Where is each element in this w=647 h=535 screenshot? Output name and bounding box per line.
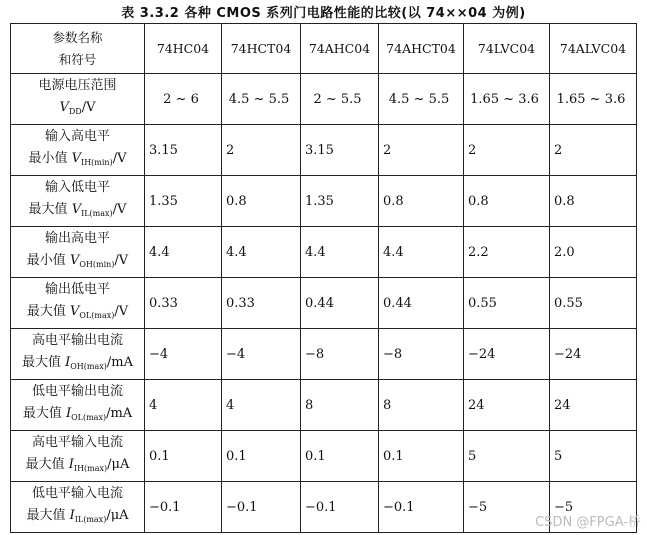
param-name: 电源电压范围 [38, 78, 117, 93]
table-row [11, 278, 637, 329]
value-cell: 4.4 [379, 227, 464, 278]
param-prefix: 最大值 [22, 406, 66, 421]
param-subscript: IL(max) [74, 515, 107, 524]
value-cell: 8 [301, 380, 379, 431]
param-subscript: OL(max) [71, 413, 107, 422]
param-prefix: 最小值 [26, 253, 70, 268]
value-cell: 0.8 [379, 176, 464, 227]
value-cell: −4 [222, 329, 301, 380]
value-cell: −0.1 [379, 482, 464, 533]
param-subscript: IL(max) [81, 209, 113, 218]
param-subscript: IH(max) [73, 464, 108, 473]
value-cell: 2.0 [550, 227, 637, 278]
value-cell: 0.1 [145, 431, 222, 482]
table-row [11, 329, 637, 380]
param-cell [11, 431, 145, 482]
param-cell [11, 125, 145, 176]
param-symbol [15, 352, 140, 378]
param-header-line1: 参数名称 [52, 29, 103, 45]
value-cell: 24 [464, 380, 550, 431]
value-cell: −5 [550, 482, 637, 533]
value-cell: 0.33 [222, 278, 301, 329]
watermark: CSDN @FPGA-桥 [535, 515, 641, 530]
comparison-table [10, 23, 637, 533]
param-cell [11, 278, 145, 329]
param-unit: /V [114, 304, 129, 319]
param-header-line2: 和符号 [58, 51, 97, 67]
param-unit: /μA [106, 508, 129, 523]
value-cell: 0.55 [464, 278, 550, 329]
value-cell: 0.1 [301, 431, 379, 482]
param-header [11, 24, 145, 74]
param-symbol [15, 148, 140, 174]
table-row [11, 431, 637, 482]
value-cell: 0.1 [222, 431, 301, 482]
value-cell: −0.1 [301, 482, 379, 533]
param-sym: V [69, 304, 80, 319]
table-caption: 表 3.3.2 各种 CMOS 系列门电路性能的比较(以 74××04 为例) [121, 6, 526, 21]
param-sym: I [65, 355, 71, 370]
column-header: 74AHC04 [301, 24, 379, 74]
param-name: 低电平输出电流 [31, 384, 123, 399]
column-header: 74AHCT04 [379, 24, 464, 74]
param-symbol [15, 199, 140, 225]
column-header: 74ALVC04 [550, 24, 637, 74]
param-cell [11, 176, 145, 227]
value-cell: 2 ~ 6 [145, 74, 222, 125]
param-cell [11, 482, 145, 533]
value-cell: 4 [222, 380, 301, 431]
param-symbol [15, 250, 140, 276]
value-cell: 0.8 [550, 176, 637, 227]
param-subscript: OL(max) [79, 311, 115, 320]
param-name: 输出低电平 [44, 282, 110, 297]
value-cell: −0.1 [222, 482, 301, 533]
param-prefix: 最小值 [28, 151, 72, 166]
value-cell: 24 [550, 380, 637, 431]
header-row [11, 24, 637, 74]
param-name: 低电平输入电流 [31, 486, 123, 501]
value-cell: −8 [301, 329, 379, 380]
value-cell: 2.2 [464, 227, 550, 278]
param-subscript: OH(max) [70, 362, 107, 371]
value-cell: 3.15 [145, 125, 222, 176]
value-cell: 2 [222, 125, 301, 176]
param-symbol [15, 403, 140, 429]
column-header: 74HC04 [145, 24, 222, 74]
param-sym: I [65, 406, 72, 421]
value-cell: 3.15 [301, 125, 379, 176]
value-cell: 2 [379, 125, 464, 176]
param-unit: /V [81, 100, 96, 115]
value-cell: −4 [145, 329, 222, 380]
param-prefix: 最大值 [25, 457, 69, 472]
value-cell: 0.55 [550, 278, 637, 329]
value-cell: 0.8 [222, 176, 301, 227]
table-row [11, 380, 637, 431]
value-cell: 8 [379, 380, 464, 431]
value-cell: 2 [464, 125, 550, 176]
param-unit: /V [112, 202, 127, 217]
param-cell [11, 380, 145, 431]
param-prefix: 最大值 [21, 355, 66, 370]
value-cell: −8 [379, 329, 464, 380]
value-cell: 4.4 [222, 227, 301, 278]
param-subscript: DD [68, 107, 82, 116]
value-cell: 5 [464, 431, 550, 482]
value-cell: −5 [464, 482, 550, 533]
param-symbol [15, 505, 140, 531]
param-cell [11, 329, 145, 380]
value-cell: 1.65 ~ 3.6 [550, 74, 637, 125]
param-cell [11, 74, 145, 125]
value-cell: 1.35 [301, 176, 379, 227]
param-name: 输入低电平 [44, 180, 110, 195]
value-cell: 0.44 [301, 278, 379, 329]
table-row [11, 74, 637, 125]
column-header: 74HCT04 [222, 24, 301, 74]
value-cell: 0.1 [379, 431, 464, 482]
param-prefix: 最大值 [28, 202, 72, 217]
value-cell: 0.8 [464, 176, 550, 227]
value-cell: 1.35 [145, 176, 222, 227]
param-unit: /μA [107, 457, 130, 472]
param-subscript: OH(min) [79, 260, 115, 269]
value-cell: −24 [464, 329, 550, 380]
value-cell: 4.4 [301, 227, 379, 278]
value-cell: 4.4 [145, 227, 222, 278]
value-cell: 2 ~ 5.5 [301, 74, 379, 125]
param-unit: /V [114, 253, 129, 268]
param-unit: /mA [106, 355, 134, 370]
column-header: 74LVC04 [464, 24, 550, 74]
table-row [11, 176, 637, 227]
param-sym: I [69, 508, 75, 523]
param-name: 高电平输入电流 [31, 435, 123, 450]
param-sym: I [68, 457, 74, 472]
value-cell: 4.5 ~ 5.5 [379, 74, 464, 125]
table-body [11, 74, 637, 533]
param-sym: V [69, 253, 80, 268]
param-unit: /V [112, 151, 127, 166]
table-row [11, 227, 637, 278]
param-name: 输入高电平 [44, 129, 110, 144]
param-sym: V [71, 202, 82, 217]
value-cell: 5 [550, 431, 637, 482]
value-cell: 4 [145, 380, 222, 431]
param-prefix: 最大值 [26, 304, 70, 319]
value-cell: 4.5 ~ 5.5 [222, 74, 301, 125]
param-name: 高电平输出电流 [31, 333, 123, 348]
value-cell: −24 [550, 329, 637, 380]
param-sym: V [71, 151, 82, 166]
value-cell: 1.65 ~ 3.6 [464, 74, 550, 125]
param-symbol [15, 454, 140, 480]
param-name: 输出高电平 [44, 231, 110, 246]
value-cell: −0.1 [145, 482, 222, 533]
table-row [11, 125, 637, 176]
param-unit: /mA [106, 406, 133, 421]
param-symbol [15, 97, 140, 123]
param-symbol [15, 301, 140, 327]
value-cell: 2 [550, 125, 637, 176]
param-subscript: IH(min) [81, 158, 113, 167]
value-cell: 0.44 [379, 278, 464, 329]
param-sym: V [59, 100, 69, 115]
param-cell [11, 227, 145, 278]
value-cell: 0.33 [145, 278, 222, 329]
param-prefix: 最大值 [26, 508, 70, 523]
